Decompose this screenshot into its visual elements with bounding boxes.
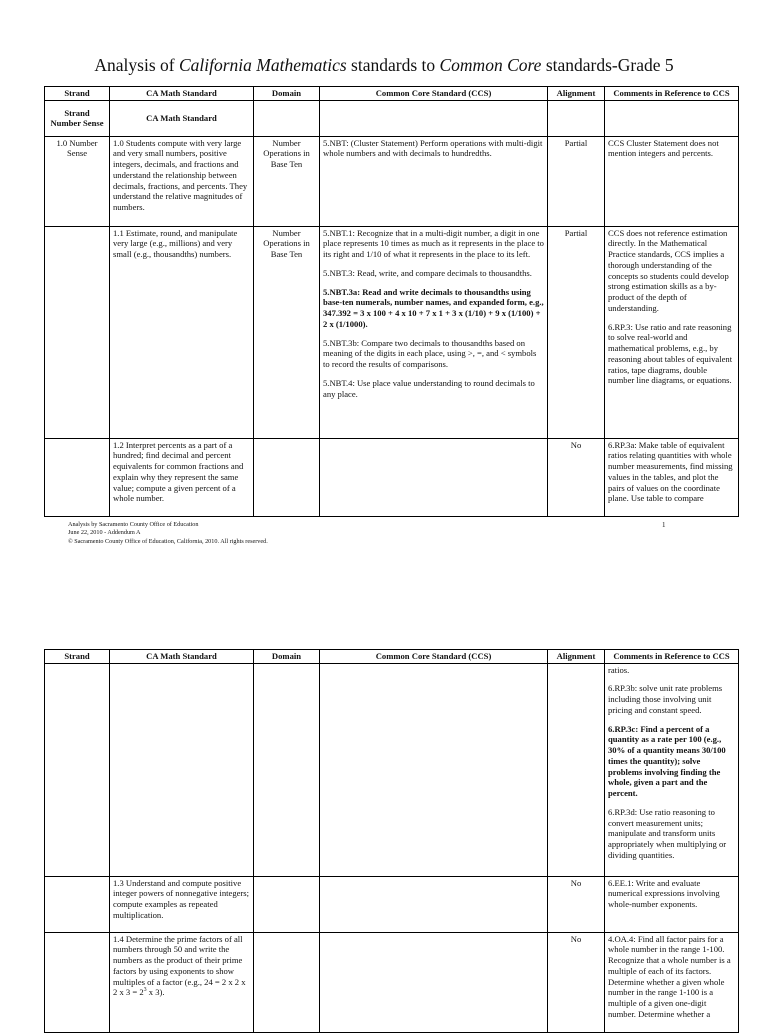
table-row [45,438,739,516]
table-row [45,226,739,438]
page-number: 1 [662,521,666,529]
ca-tail: x 3). [146,987,165,998]
title-italic: California Mathematics [178,55,347,75]
empty-cell [254,876,320,932]
empty-cell [254,100,320,136]
empty-cell [320,932,548,1032]
empty-cell [45,663,110,876]
empty-cell [254,932,320,1032]
ccs-cell [320,226,548,438]
alignment-cell: No [548,932,605,1032]
col-header-domain: Domain [254,650,320,664]
empty-cell [548,663,605,876]
alignment-cell: Partial [548,136,605,226]
ca-standard-cell: 1.2 Interpret percents as a part of a hundred; find decimal and percent equivalents for common fractions and explain why they represent the same value; compute a given percent of a whole number. [110,438,254,516]
table-row [45,136,739,226]
comments-cell: CCS Cluster Statement does not mention integers and percents. [605,136,739,226]
footer-line: June 22, 2010 - Addendum A [68,529,141,537]
col-header-comments: Comments in Reference to CCS [605,650,739,664]
header-row [45,87,739,101]
ca-standard-cell [110,932,254,1032]
ccs-paragraph: 5.NBT.4: Use place value understanding to round decimals to any place. [323,377,535,399]
subheader-row [45,100,739,136]
ca-base: 2 [139,987,144,998]
ca-standard-cell: 1.3 Understand and compute positive integer powers of nonnegative integers; compute examples as repeated multiplication. [110,876,254,932]
comments-cell: 6.EE.1: Write and evaluate numerical expressions involving whole-number exponents. [605,876,739,932]
ca-standard-cell: 1.1 Estimate, round, and manipulate very large (e.g., millions) and very small (e.g., thousandths) numbers. [110,226,254,438]
ccs-paragraph: 5.NBT.3: Read, write, and compare decimals to thousandths. [323,267,532,278]
comments-cell [605,663,739,876]
col-header-ca: CA Math Standard [110,650,254,664]
title-text: standards-Grade 5 [541,55,674,75]
comments-cell: 6.RP.3a: Make table of equivalent ratios relating quantities with whole number measurements, find missing values in the tables, and plot the pairs of values on the coordinate plane. Use table to compare [605,438,739,516]
strand-cell: 1.0 Number Sense [45,136,110,226]
empty-cell [45,876,110,932]
table-row [45,876,739,932]
title-text: standards to [346,55,440,75]
footer-line: © Sacramento County Office of Education, California, 2010. All rights reserved. [68,537,268,545]
col-header-alignment: Alignment [548,87,605,101]
footer-line: Analysis by Sacramento County Office of Education [68,521,199,528]
domain-cell: Number Operations in Base Ten [254,136,320,226]
empty-cell [548,100,605,136]
page-footer [68,521,668,546]
alignment-cell: No [548,876,605,932]
title-italic: Common Core [439,55,542,75]
col-header-comments: Comments in Reference to CCS [605,87,739,101]
ccs-paragraph: 5.NBT.3b: Compare two decimals to thousandths based on meaning of the digits in each place, using >, =, and < symbols to record the results of comparisons. [323,337,537,370]
comments-paragraph: 6.RP.3c: Find a percent of a quantity as a rate per 100 (e.g., 30% of a quantity means 30/100 times the quantity); solve problems involving finding the whole, given a part and the percent. [608,723,726,799]
standards-table-page1 [44,86,739,517]
empty-cell [254,663,320,876]
col-header-strand: Strand [45,650,110,664]
table-row [45,932,739,1032]
comments-paragraph: 6.RP.3: Use ratio and rate reasoning to solve real-world and mathematical problems, e.g., by reasoning about tables of equivalent ratios, tape diagrams, double number line diagrams, or equations. [608,321,733,386]
ca-subheader: CA Math Standard [110,100,254,136]
comments-paragraph: 6.RP.3b: solve unit rate problems including those involving unit pricing and constant speed. [608,683,723,715]
empty-cell [45,438,110,516]
empty-cell [45,226,110,438]
empty-cell [320,438,548,516]
domain-cell: Number Operations in Base Ten [254,226,320,438]
empty-cell [110,663,254,876]
table-row [45,663,739,876]
comments-cell [605,226,739,438]
ca-text: 1.4 Determine the prime factors of all numbers through 50 and write the numbers as the product of their prime factors by using exponents to show multiples of a factor (e.g., 24 = 2 x 2 x 2 x 3 = [113,933,246,998]
ccs-paragraph: 5.NBT.1: Recognize that in a multi-digit number, a digit in one place represents 10 times as much as it represents in the place to its right and 1/10 of what it represents in the place to its left. [323,227,544,260]
comments-cell: 4.OA.4: Find all factor pairs for a whole number in the range 1-100. Recognize that a whole number is a multiple of each of its factors. Determine whether a given whole number in the range 1-100 is a multiple of a given one-digit number. Determine whether a [605,932,739,1032]
empty-cell [605,100,739,136]
header-row [45,650,739,664]
col-header-ca: CA Math Standard [110,87,254,101]
page-title [0,55,768,76]
strand-subheader: Strand Number Sense [45,100,110,136]
col-header-ccs: Common Core Standard (CCS) [320,87,548,101]
ccs-paragraph: 5.NBT.3a: Read and write decimals to thousandths using base-ten numerals, number names, and expanded form, e.g., 347.392 = 3 x 100 + 4 x 10 + 7 x 1 + 3 x (1/10) + 9 x (1/100) + 2 x (1/1000). [323,286,544,329]
empty-cell [320,663,548,876]
ca-standard-cell: 1.0 Students compute with very large and very small numbers, positive integers, decimals, and fractions and understand the relationship between decimals, fractions, and percents. They understand the relative magnitudes of numbers. [110,136,254,226]
standards-table-page2 [44,649,739,1033]
alignment-cell: No [548,438,605,516]
alignment-cell: Partial [548,226,605,438]
empty-cell [254,438,320,516]
ccs-cell: 5.NBT: (Cluster Statement) Perform operations with multi-digit whole numbers and with decimals to hundredths. [320,136,548,226]
comments-paragraph: CCS does not reference estimation directly. In the Mathematical Practice standards, CCS implies a thorough understanding of the concepts so students could develop strong estimation skills as a by-product of the depth of understanding. [608,227,729,313]
ca-exponent: 3 [143,987,147,994]
empty-cell [320,100,548,136]
col-header-domain: Domain [254,87,320,101]
empty-cell [45,932,110,1032]
col-header-strand: Strand [45,87,110,101]
title-text: Analysis of [94,55,179,75]
empty-cell [320,876,548,932]
comments-paragraph: 6.RP.3d: Use ratio reasoning to convert measurement units; manipulate and transform units appropriately when multiplying or dividing quantities. [608,806,727,860]
col-header-alignment: Alignment [548,650,605,664]
col-header-ccs: Common Core Standard (CCS) [320,650,548,664]
comments-paragraph: ratios. [608,664,630,675]
